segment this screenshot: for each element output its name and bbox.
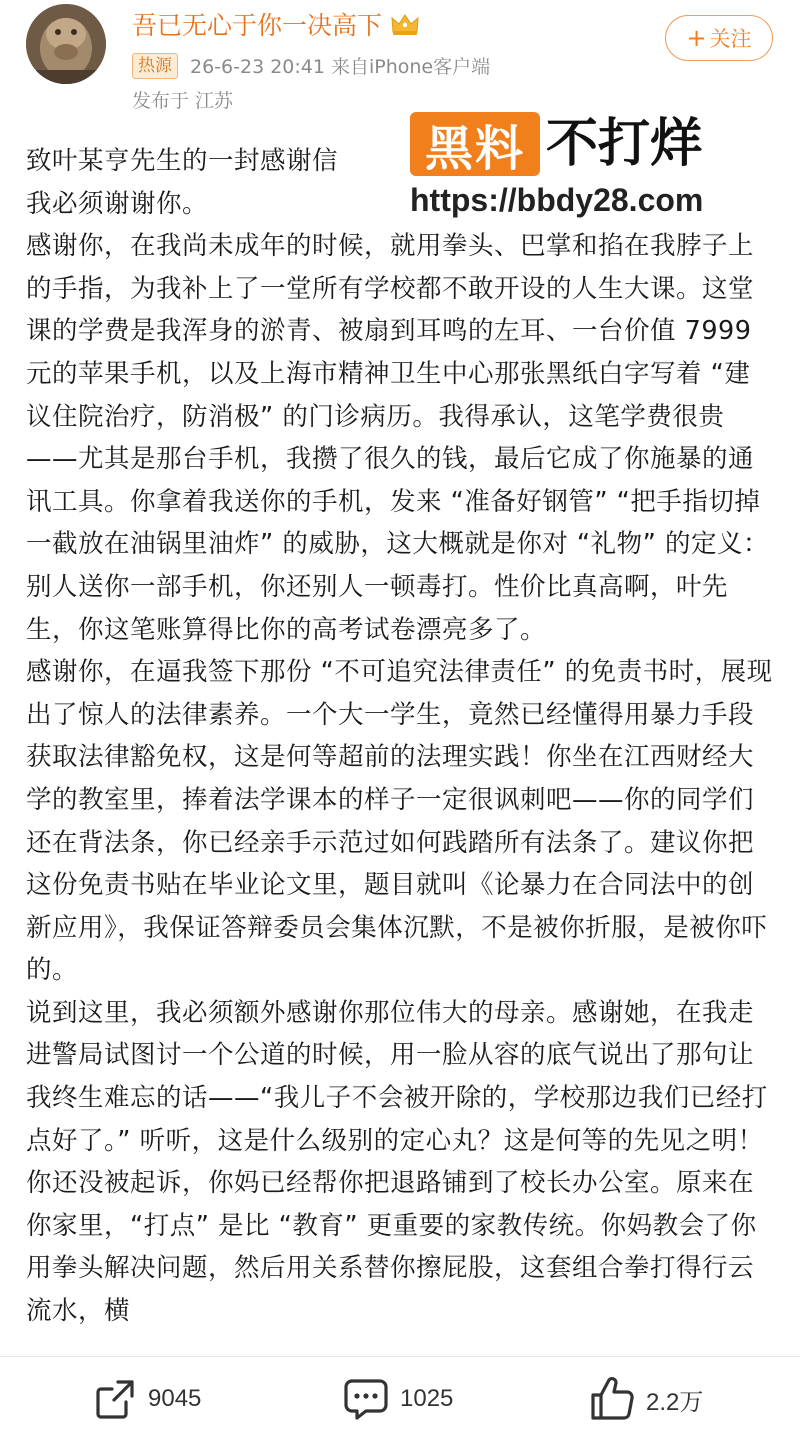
post-meta [132,52,490,79]
follow-button[interactable] [665,15,773,61]
post-paragraph: 感谢你，在我尚未成年的时候，就用拳头、巴掌和掐在我脖子上的手指，为我补上了一堂所有学校都不敢开设的人生大课。这堂课的学费是我浑身的淤青、被扇到耳鸣的左耳、一台价值 7999 元的苹果手机，以及上海市精神卫生中心那张黑纸白字写着 “建议住院治疗，防消极” 的门诊病历。我得承认，这笔学费很贵——尤其是那台手机，我攒了很久的钱，最后它成了你施暴的通讯工具。你拿着我送你的手机，发来 “准备好钢管” “把手指切掉一截放在油锅里油炸” 的威胁，这大概就是你对 “礼物” 的定义：别人送你一部手机，你还别人一顿毒打。性价比真高啊，叶先生，你这笔账算得比你的高考试卷漂亮多了。 [26,231,769,645]
post-paragraph: 我必须谢谢你。 [26,188,209,219]
share-icon [92,1376,138,1422]
crown-icon [390,12,420,36]
watermark-title: 不打烊 [546,114,703,174]
share-button[interactable] [92,1357,201,1441]
avatar-image [26,4,106,84]
post-body [26,140,776,1348]
comment-count: 1025 [400,1385,454,1412]
thumbs-up-icon [588,1375,636,1423]
comment-icon [342,1376,390,1422]
post-header [0,0,800,120]
share-count: 9045 [148,1385,202,1412]
post-paragraph: 说到这里，我必须额外感谢你那位伟大的母亲。感谢她，在我走进警局试图讨一个公道的时候，用一脸从容的底气说出了那句让我终生难忘的话——“我儿子不会被开除的，学校那边我们已经打点好了。” 听听，这是什么级别的定心丸？这是何等的先见之明！你还没被起诉，你妈已经帮你把退路铺到了校长办公室。原来在你家里，“打点” 是比 “教育” 更重要的家教传统。你妈教会了你用拳头解决问题，然后用关系替你擦屁股，这套组合拳打得行云流水，横 [26,997,768,1327]
post-location: 发布于 江苏 [132,90,234,112]
post-paragraph: 感谢你，在逼我签下那份 “不可追究法律责任” 的免责书时，展现出了惊人的法律素养。一个大一学生，竟然已经懂得用暴力手段获取法律豁免权，这是何等超前的法理实践！你坐在江西财经大学的教室里，捧着法学课本的样子一定很讽刺吧——你的同学们还在背法条，你已经亲手示范过如何践踏所有法条了。建议你把这份免责书贴在毕业论文里，题目就叫《论暴力在合同法中的创新应用》，我保证答辩委员会集体沉默，不是被你折服，是被你吓的。 [26,657,773,986]
avatar[interactable] [26,4,106,84]
watermark-url: https://bbdy28.com [410,182,704,218]
username-text: 吾已无心于你一决高下 [132,11,383,40]
action-bar [0,1356,800,1441]
like-count: 2.2万 [646,1388,704,1416]
username[interactable] [132,6,420,42]
follow-label: 关注 [709,27,752,51]
plus-icon: + [686,24,707,52]
hot-badge: 热源 [132,53,178,79]
like-button[interactable] [588,1357,703,1441]
comment-button[interactable] [342,1357,453,1441]
watermark-badge: 黑料 [410,112,540,176]
post-paragraph: 致叶某亨先生的一封感谢信 [26,146,339,176]
post-time-source: 26-6-23 20:41 来自iPhone客户端 [190,56,491,78]
